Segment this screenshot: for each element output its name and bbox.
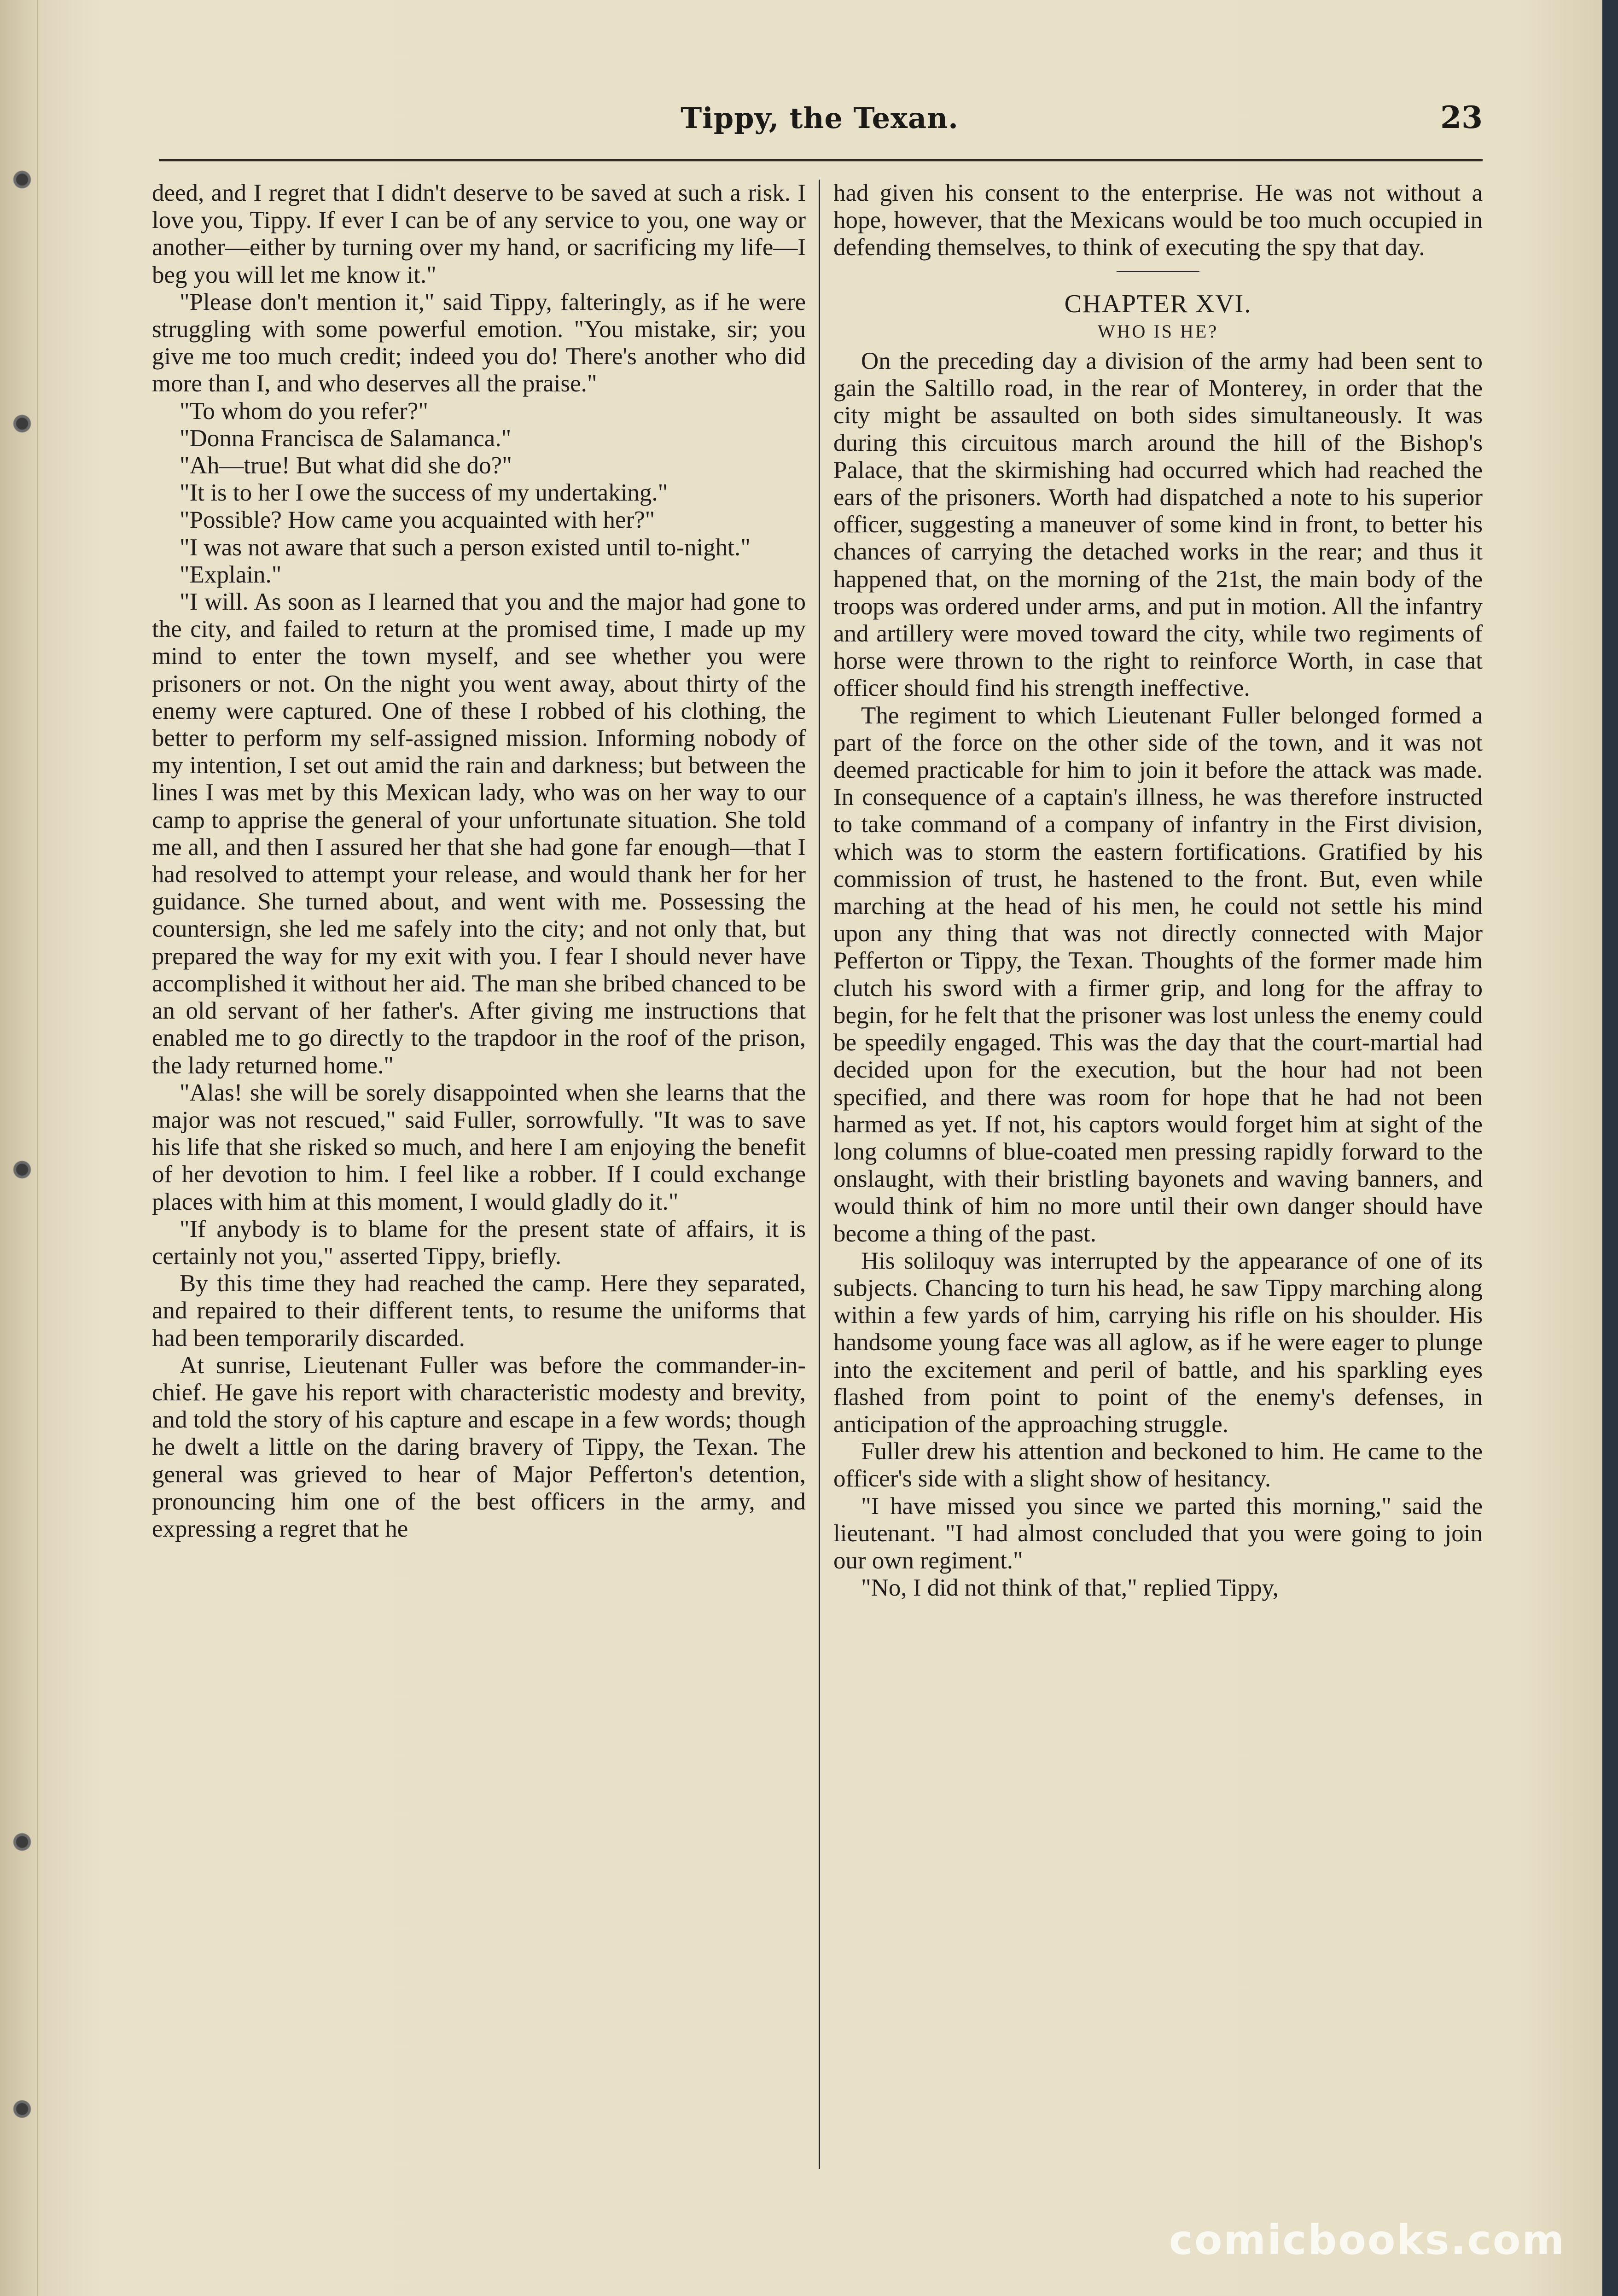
- paragraph: "No, I did not think of that," replied Tippy,: [861, 1574, 1279, 1602]
- paragraph: "I will. As soon as I learned that you and the major had gone to the city, and failed to return at the promised time, I made up my mind to enter the town myself, and see whether you were prisoners or not. On the night you went away, about thirty of the enemy were captured. One of these I robbed of his clothing, the better to perform my self-assigned mission. Informing nobody of my intention, I set out amid the rain and darkness; but between the lines I was met by this Mexican lady, who was on her way to our camp to apprise the general of your unfortunate situation. She told me all, and then I assured her that she had gone far enough—that I had resolved to attempt your release, and would thank her for her guidance. She turned about, and went with me. Possessing the countersign, she led me safely into the city; and not only that, but prepared the way for my exit with you. I fear I should never have accomplished it without her aid. The man she bribed chanced to be an old servant of her father's. After giving me instructions that enabled me to go directly to the trapdoor in the roof of the prison, the lady returned home.": [152, 589, 806, 1079]
- paragraph: "To whom do you refer?": [180, 397, 428, 425]
- column-divider: [819, 180, 820, 2169]
- paragraph: On the preceding day a division of the army had been sent to gain the Saltillo road, in the rear of Monterey, in order that the city might be assaulted on both sides simultaneously. It was during this circuitous march around the hill of the Bishop's Palace, that the skirmishing had occurred which had reached the ears of the prisoners. Worth had dispatched a note to his superior officer, suggesting a maneuver of some kind in front, to better his chances of carrying the detached works in the rear; and thus it happened that, on the morning of the 21st, the main body of the troops was ordered under arms, and put in motion. All the infantry and artillery were moved toward the city, while two regiments of horse were thrown to the right to reinforce Worth, in case that officer should find his strength ineffective.: [833, 348, 1483, 702]
- watermark: comicbooks.com: [1169, 2216, 1566, 2264]
- paragraph: The regiment to which Lieutenant Fuller belonged formed a part of the force on the other side of the town, and it was not deemed practicable for him to join it before the attack was made. In consequence of a captain's illness, he was therefore instructed to take command of a company of infantry in the First division, which was to storm the eastern fortifications. Gratified by his commission of trust, he hastened to the front. But, even while marching at the head of his men, he could not settle his mind upon any thing that was not directly connected with Major Pefferton or Tippy, the Texan. Thoughts of the former made him clutch his sword with a firmer grip, and long for the affray to begin, for he felt that the prisoner was lost unless the enemy could be speedily engaged. This was the day that the court-martial had decided upon for the execution, but the hour had not been specified, and there was room for hope that he had not been harmed as yet. If not, his captors would forget him at sight of the long columns of blue-coated men pressing rapidly forward to the onslaught, with their bristling bayonets and waving banners, and would think of him no more until their own danger should have become a thing of the past.: [833, 702, 1483, 1247]
- staple-hole: [9, 414, 41, 433]
- paragraph: "Explain.": [180, 561, 282, 588]
- paragraph: "Possible? How came you acquainted with her?": [180, 507, 655, 534]
- page-number: 23: [1440, 99, 1483, 135]
- paragraph: "Please don't mention it," said Tippy, falteringly, as if he were struggling with some powerful emotion. "You mistake, sir; you give me too much credit; indeed you do! There's another who did more than I, and who deserves all the praise.": [152, 288, 806, 397]
- binding-strip: [0, 0, 38, 2296]
- paragraph: deed, and I regret that I didn't deserve to be saved at such a risk. I love you, Tippy. If ever I can be of any service to you, one way or another—either by turning over my hand, or sacrificing my life—I beg you will let me know it.": [152, 180, 806, 288]
- paragraph: Fuller drew his attention and beckoned to him. He came to the officer's side with a slight show of hesitancy.: [833, 1438, 1483, 1492]
- staple-hole: [9, 2100, 41, 2118]
- staple-hole: [9, 170, 41, 189]
- section-break-rule: [1117, 271, 1199, 272]
- paragraph: At sunrise, Lieutenant Fuller was before the commander-in-chief. He gave his report with characteristic modesty and brevity, and told the story of his capture and escape in a few words; though he dwelt a little on the daring bravery of Tippy, the Texan. The general was grieved to hear of Major Pefferton's detention, pronouncing him one of the best officers in the army, and expressing a regret that he: [152, 1352, 806, 1542]
- right-column: [833, 180, 1483, 1602]
- paragraph: "I was not aware that such a person existed until to-night.": [180, 534, 751, 561]
- running-header: [157, 97, 1483, 147]
- paragraph: "If anybody is to blame for the present state of affairs, it is certainly not you," asserted Tippy, briefly.: [152, 1215, 806, 1270]
- paragraph: "It is to her I owe the success of my undertaking.": [180, 479, 668, 507]
- paragraph: "Alas! she will be sorely disappointed when she learns that the major was not rescued," said Fuller, sorrowfully. "It was to save his life that she risked so much, and here I am enjoying the benefit of her devotion to him. I feel like a robber. If I could exchange places with him at this moment, I would gladly do it.": [152, 1079, 806, 1215]
- staple-hole: [9, 1160, 41, 1179]
- paragraph: "I have missed you since we parted this morning," said the lieutenant. "I had almost concluded that you were going to join our own regiment.": [833, 1492, 1483, 1574]
- paragraph: By this time they had reached the camp. Here they separated, and repaired to their different tents, to resume the uniforms that had been temporarily discarded.: [152, 1270, 806, 1352]
- paragraph: "Ah—true! But what did she do?": [180, 452, 512, 479]
- running-title: Tippy, the Texan.: [681, 101, 959, 135]
- staple-hole: [9, 1833, 41, 1851]
- left-column: [152, 180, 806, 1543]
- paragraph: had given his consent to the enterprise. He was not without a hope, however, that the Mexicans would be too much occupied in defending themselves, to think of executing the spy that day.: [833, 180, 1483, 261]
- header-rule: [159, 159, 1483, 162]
- paragraph: His soliloquy was interrupted by the appearance of one of its subjects. Chancing to turn his head, he saw Tippy marching along within a few yards of him, carrying his rifle on his shoulder. His handsome young face was all aglow, as if he were eager to plunge into the excitement and peril of battle, and his sparkling eyes flashed from point to point of the enemy's defenses, in anticipation of the approaching struggle.: [833, 1247, 1483, 1438]
- chapter-title: CHAPTER XVI.: [1064, 289, 1252, 318]
- paragraph: "Donna Francisca de Salamanca.": [180, 425, 512, 452]
- chapter-subtitle: WHO IS HE?: [1097, 321, 1219, 342]
